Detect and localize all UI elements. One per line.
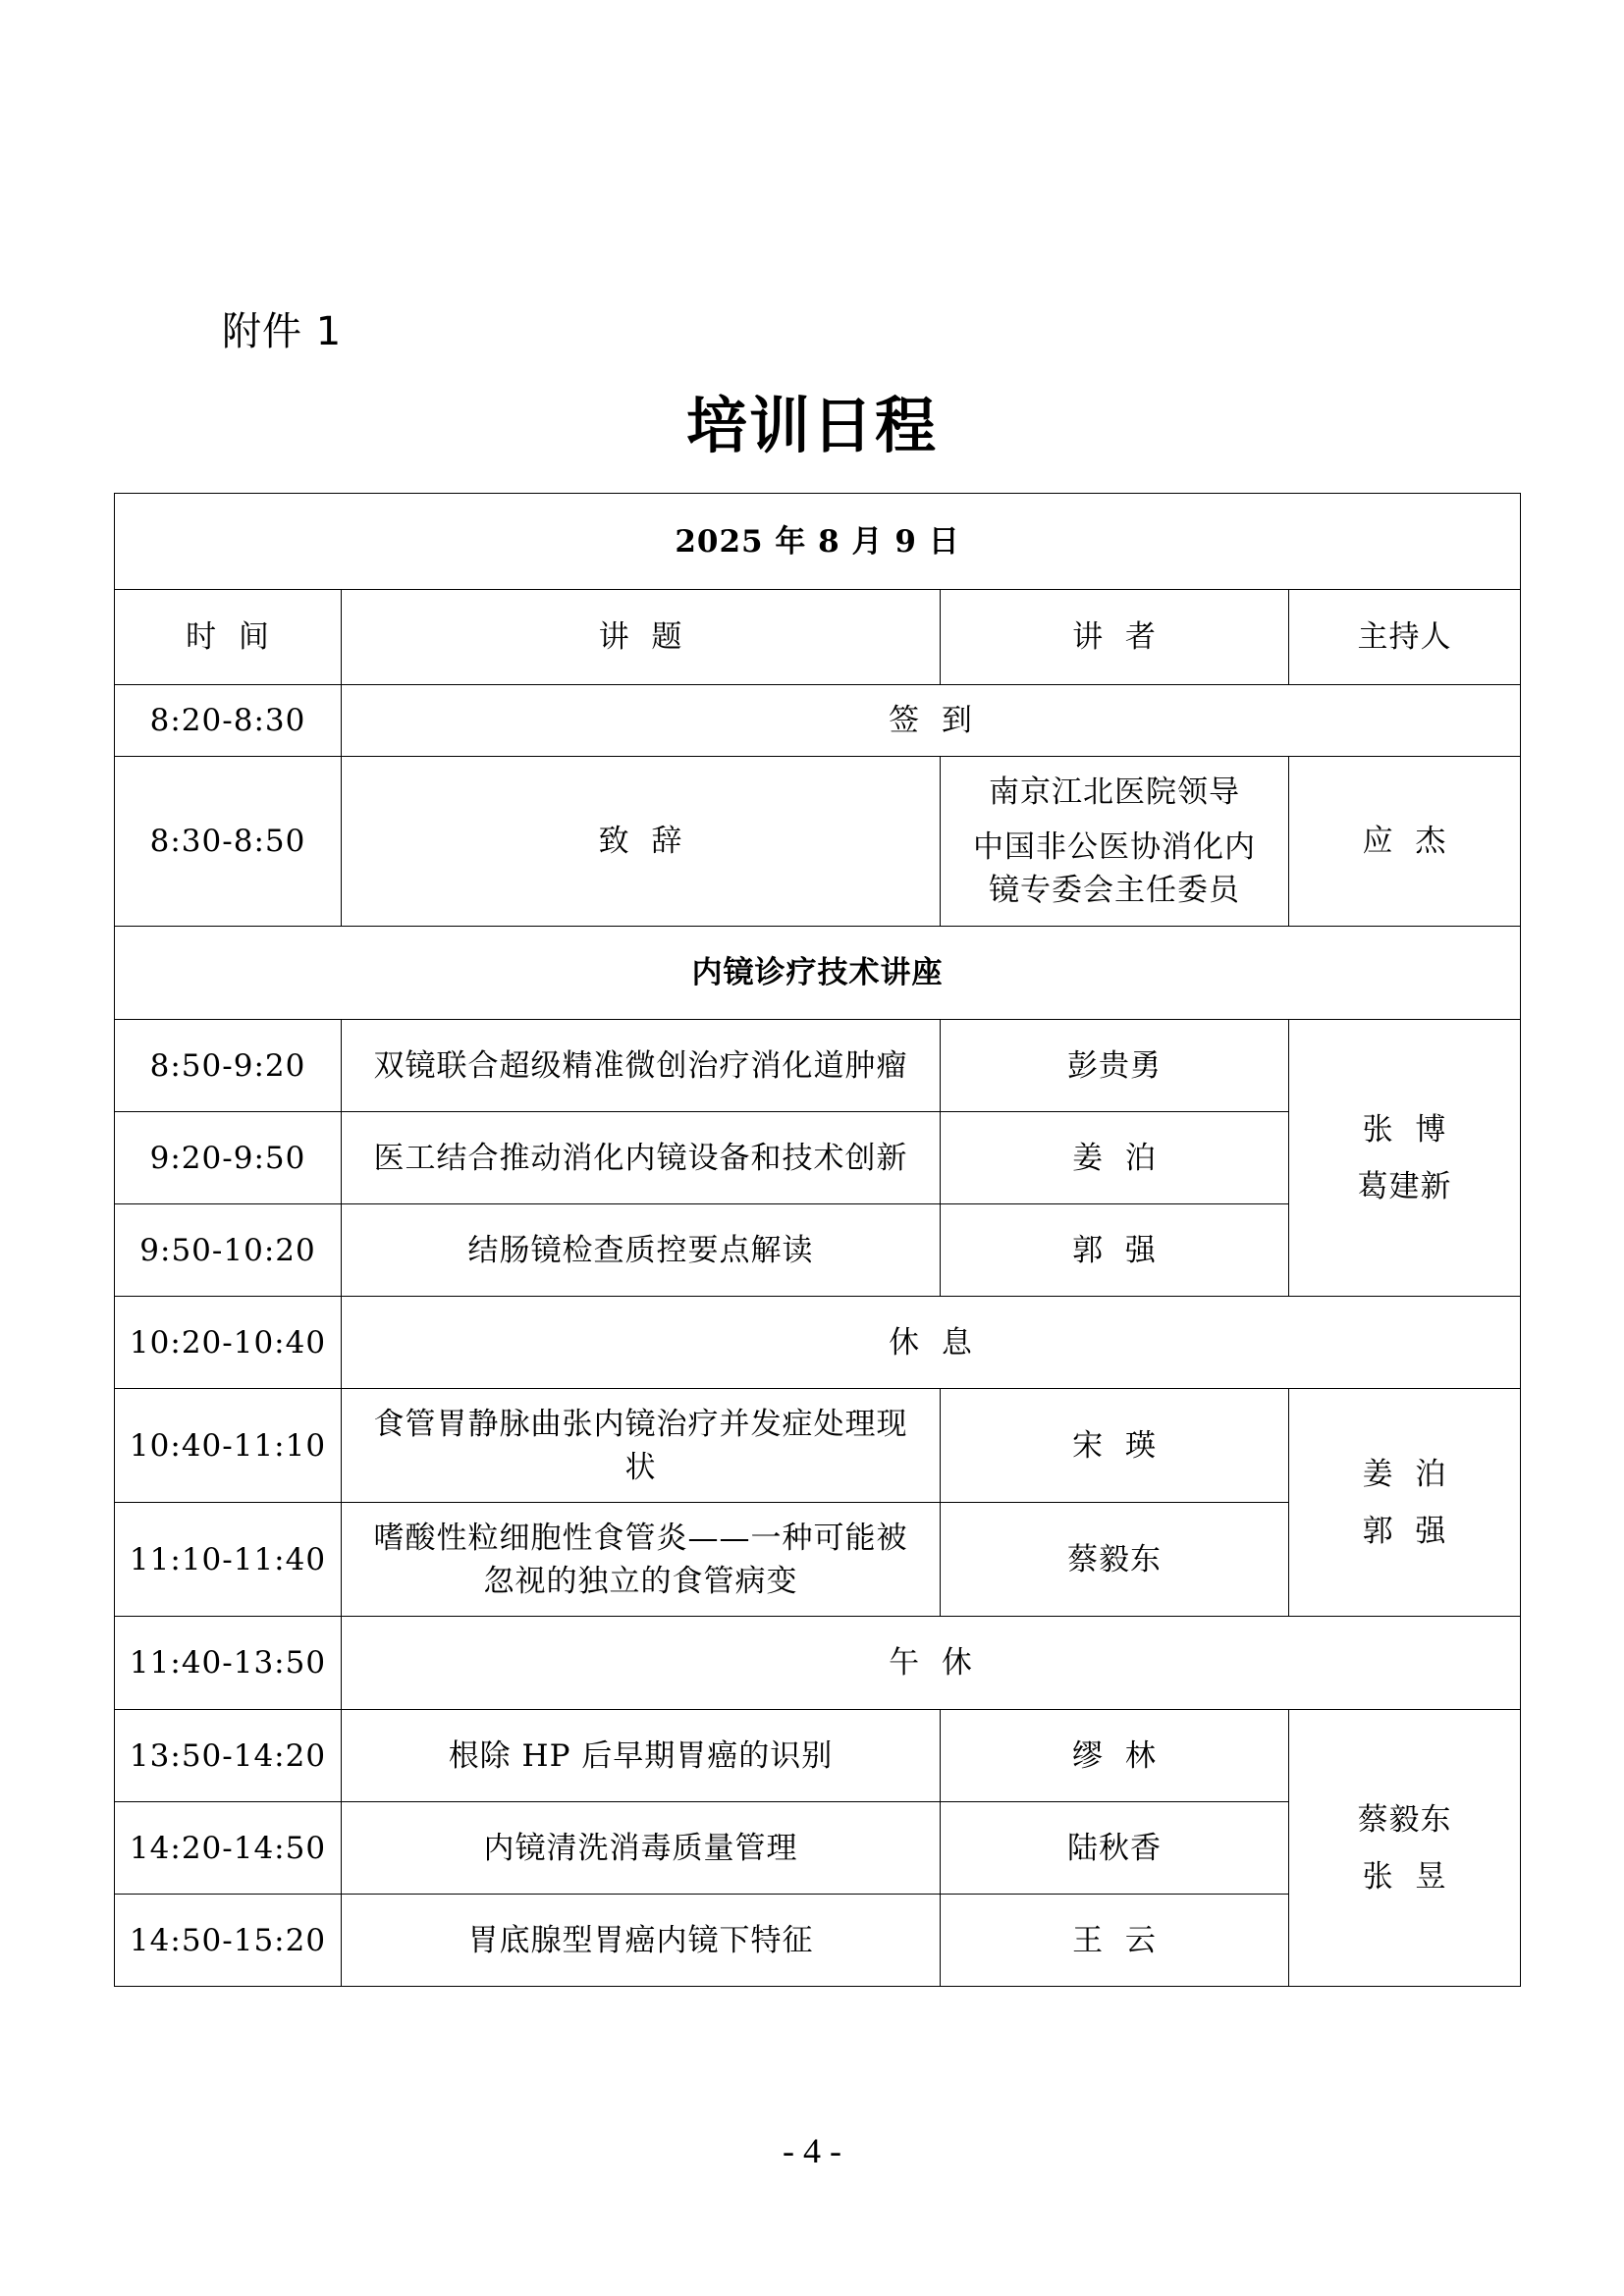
session-time: 14:20-14:50 [115,1802,342,1895]
column-header-time: 时 间 [115,590,342,685]
opening-speaker-1: 南京江北医院领导 [989,774,1240,810]
session-speaker: 郭 强 [941,1204,1289,1297]
session-speaker: 蔡毅东 [941,1503,1289,1617]
break-time: 10:20-10:40 [115,1297,342,1389]
session-speaker: 王 云 [941,1895,1289,1987]
session-topic: 结肠镜检查质控要点解读 [342,1204,941,1297]
session-topic: 内镜清洗消毒质量管理 [342,1802,941,1895]
session-time: 14:50-15:20 [115,1895,342,1987]
checkin-time: 8:20-8:30 [115,685,342,757]
page-number: - 4 - [783,2131,841,2170]
host-name: 张 昱 [1362,1858,1447,1895]
session-speaker: 陆秋香 [941,1802,1289,1895]
session-time: 9:50-10:20 [115,1204,342,1297]
opening-host: 应 杰 [1289,757,1521,927]
session-time: 13:50-14:20 [115,1710,342,1802]
opening-speakers [941,757,1289,927]
session-time: 11:10-11:40 [115,1503,342,1617]
opening-topic: 致 辞 [342,757,941,927]
column-header-host: 主持人 [1289,590,1521,685]
session-topic: 嗜酸性粒细胞性食管炎——一种可能被忽视的独立的食管病变 [342,1503,941,1617]
section-title: 内镜诊疗技术讲座 [115,927,1521,1020]
session-topic: 根除 HP 后早期胃癌的识别 [342,1710,941,1802]
session-time: 8:50-9:20 [115,1020,342,1112]
column-header-speaker: 讲 者 [941,590,1289,685]
checkin-row [115,685,1521,757]
break-label: 休 息 [342,1297,1521,1389]
session-speaker: 宋 瑛 [941,1389,1289,1503]
table-row [115,1710,1521,1802]
date-header: 2025 年 8 月 9 日 [115,494,1521,590]
session-speaker: 缪 林 [941,1710,1289,1802]
lunch-label: 午 休 [342,1617,1521,1710]
schedule-table [114,493,1521,1987]
document-title: 培训日程 [685,390,938,461]
header-row [115,590,1521,685]
host-name: 张 博 [1362,1111,1447,1148]
session-topic: 食管胃静脉曲张内镜治疗并发症处理现状 [342,1389,941,1503]
break-row [115,1297,1521,1389]
host-name: 郭 强 [1362,1513,1447,1549]
host-name: 葛建新 [1357,1168,1452,1204]
date-row [115,494,1521,590]
checkin-label: 签 到 [342,685,1521,757]
session-topic: 医工结合推动消化内镜设备和技术创新 [342,1112,941,1204]
lunch-row [115,1617,1521,1710]
block3-host [1289,1710,1521,1987]
host-name: 姜 泊 [1362,1456,1447,1492]
table-row [115,1020,1521,1112]
opening-time: 8:30-8:50 [115,757,342,927]
session-topic: 双镜联合超级精准微创治疗消化道肿瘤 [342,1020,941,1112]
session-time: 9:20-9:50 [115,1112,342,1204]
session-time: 10:40-11:10 [115,1389,342,1503]
column-header-topic: 讲 题 [342,590,941,685]
opening-speaker-2: 中国非公医协消化内镜专委会主任委员 [973,829,1256,908]
opening-row [115,757,1521,927]
table-row [115,1389,1521,1503]
attachment-label: 附件 1 [222,309,343,354]
session-speaker: 姜 泊 [941,1112,1289,1204]
host-name: 蔡毅东 [1357,1801,1452,1838]
session-topic: 胃底腺型胃癌内镜下特征 [342,1895,941,1987]
session-speaker: 彭贵勇 [941,1020,1289,1112]
section-row [115,927,1521,1020]
block1-host [1289,1020,1521,1297]
lunch-time: 11:40-13:50 [115,1617,342,1710]
block2-host [1289,1389,1521,1617]
